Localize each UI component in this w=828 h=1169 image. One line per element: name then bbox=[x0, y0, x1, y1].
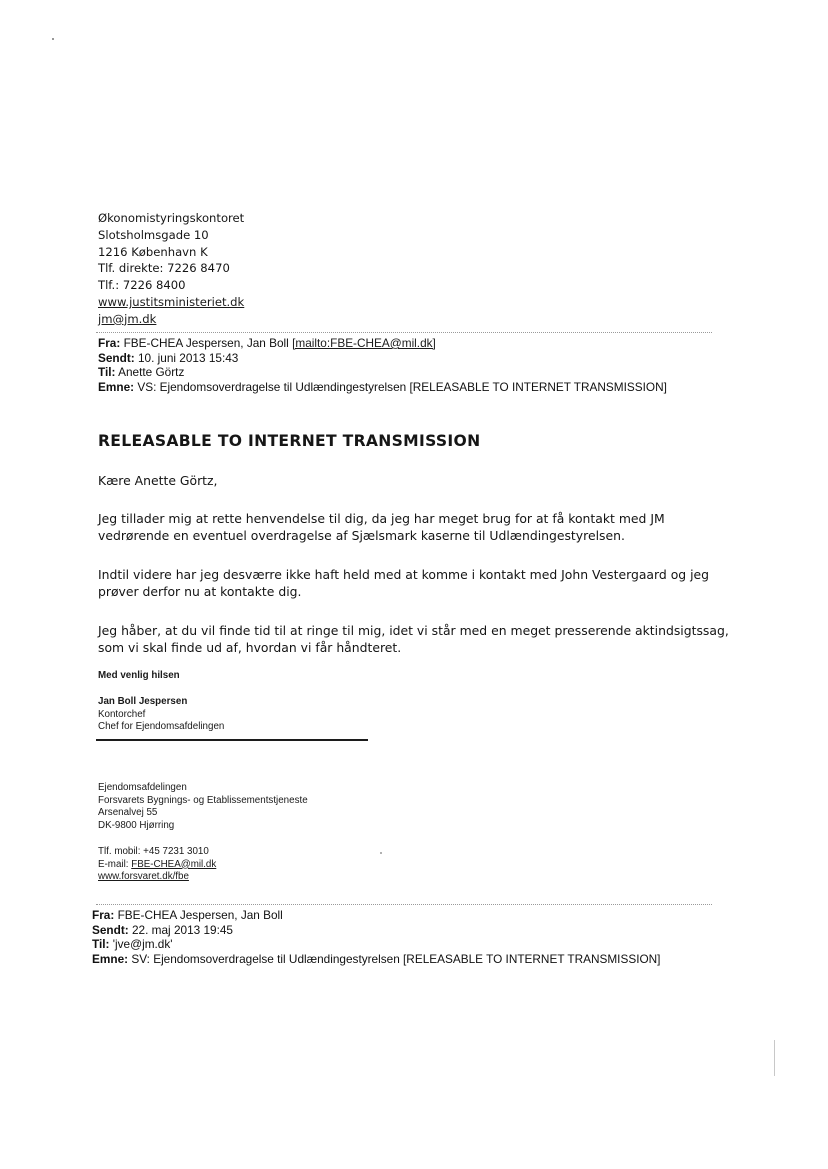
signature-contact-block bbox=[98, 846, 216, 884]
signature-city: DK-9800 Hjørring bbox=[98, 819, 175, 831]
greeting: Kære Anette Görtz, bbox=[98, 473, 218, 488]
address-block bbox=[98, 210, 244, 328]
to-value: Anette Görtz bbox=[118, 365, 185, 380]
from-label: Fra: bbox=[92, 908, 115, 922]
signature-rule bbox=[96, 739, 368, 741]
to-value: 'jve@jm.dk' bbox=[112, 937, 173, 952]
divider bbox=[96, 332, 712, 333]
mailto-link[interactable]: [mailto:FBE-CHEA@mil.dk] bbox=[292, 336, 436, 350]
signature-department-block bbox=[98, 782, 308, 832]
from-value: FBE-CHEA Jespersen, Jan Boll bbox=[123, 336, 289, 350]
to-label: Til: bbox=[98, 365, 116, 380]
releasable-banner: RELEASABLE TO INTERNET TRANSMISSION bbox=[98, 432, 481, 450]
paragraph-2-line-2: prøver derfor nu at kontakte dig. bbox=[98, 584, 302, 599]
signature-name-block bbox=[98, 696, 224, 734]
sent-value: 22. maj 2013 19:45 bbox=[131, 922, 233, 937]
signature-name: Jan Boll Jespersen bbox=[98, 696, 188, 707]
paragraph-3-line-2: som vi skal finde ud af, hvordan vi får håndteret. bbox=[98, 640, 402, 655]
header-to-row bbox=[98, 365, 667, 380]
sent-value: 10. juni 2013 15:43 bbox=[137, 350, 239, 365]
header-subject-row bbox=[98, 380, 667, 395]
scan-mark bbox=[774, 1040, 775, 1076]
from-value: FBE-CHEA Jespersen, Jan Boll bbox=[117, 908, 283, 922]
signature-role: Chef for Ejendomsafdelingen bbox=[98, 721, 225, 733]
paragraph-1 bbox=[98, 510, 665, 544]
scan-speck bbox=[52, 38, 54, 40]
header2-subject-row bbox=[92, 952, 660, 967]
to-label: Til: bbox=[92, 937, 110, 952]
sent-label: Sendt: bbox=[92, 922, 129, 937]
signature-website-link[interactable]: www.forsvaret.dk/fbe bbox=[98, 871, 189, 883]
address-street: Slotsholmsgade 10 bbox=[98, 227, 209, 242]
email-header-1 bbox=[98, 336, 667, 394]
address-phone-direct: Tlf. direkte: 7226 8470 bbox=[98, 261, 230, 276]
address-email-link[interactable]: jm@jm.dk bbox=[98, 311, 157, 326]
header2-from-row bbox=[92, 908, 660, 923]
header-from-row bbox=[98, 336, 667, 351]
divider-2 bbox=[96, 904, 712, 905]
signature-organisation: Forsvarets Bygnings- og Etablissementstjeneste bbox=[98, 794, 308, 806]
subject-label: Emne: bbox=[98, 379, 135, 394]
paragraph-1-line-1: Jeg tillader mig at rette henvendelse til dig, da jeg har meget brug for at få kontakt med JM bbox=[98, 511, 665, 526]
address-office: Økonomistyringskontoret bbox=[98, 211, 245, 225]
email-header-2 bbox=[92, 908, 660, 966]
header-sent-row bbox=[98, 351, 667, 366]
sent-label: Sendt: bbox=[98, 350, 135, 365]
subject-value: SV: Ejendomsoverdragelse til Udlændingestyrelsen [RELEASABLE TO INTERNET TRANSMISSION] bbox=[131, 951, 661, 966]
paragraph-2 bbox=[98, 566, 709, 600]
signature-email-row bbox=[98, 859, 216, 872]
signature-email-label: E-mail: bbox=[98, 858, 129, 870]
address-phone: Tlf.: 7226 8400 bbox=[98, 278, 186, 293]
paragraph-2-line-1: Indtil videre har jeg desværre ikke haft held med at komme i kontakt med John Vestergaard og jeg bbox=[98, 567, 710, 582]
scan-speck bbox=[380, 852, 382, 854]
signature-street: Arsenalvej 55 bbox=[98, 807, 158, 819]
paragraph-3-line-1: Jeg håber, at du vil finde tid til at ringe til mig, idet vi står med en meget presserende aktindsigtssag, bbox=[98, 623, 729, 638]
subject-label: Emne: bbox=[92, 951, 129, 966]
from-label: Fra: bbox=[98, 336, 121, 350]
signature-email-link[interactable]: FBE-CHEA@mil.dk bbox=[131, 858, 217, 870]
address-city: 1216 København K bbox=[98, 244, 208, 259]
signature-title: Kontorchef bbox=[98, 708, 146, 720]
header2-sent-row bbox=[92, 923, 660, 938]
closing: Med venlig hilsen bbox=[98, 670, 180, 681]
signature-phone: Tlf. mobil: +45 7231 3010 bbox=[98, 846, 209, 857]
signature-department: Ejendomsafdelingen bbox=[98, 782, 187, 793]
header2-to-row bbox=[92, 937, 660, 952]
paragraph-3 bbox=[98, 622, 729, 656]
address-website-link[interactable]: www.justitsministeriet.dk bbox=[98, 294, 245, 309]
subject-value: VS: Ejendomsoverdragelse til Udlændingestyrelsen [RELEASABLE TO INTERNET TRANSMISSION] bbox=[137, 379, 667, 394]
paragraph-1-line-2: vedrørende en eventuel overdragelse af Sjælsmark kaserne til Udlændingestyrelsen. bbox=[98, 528, 625, 543]
